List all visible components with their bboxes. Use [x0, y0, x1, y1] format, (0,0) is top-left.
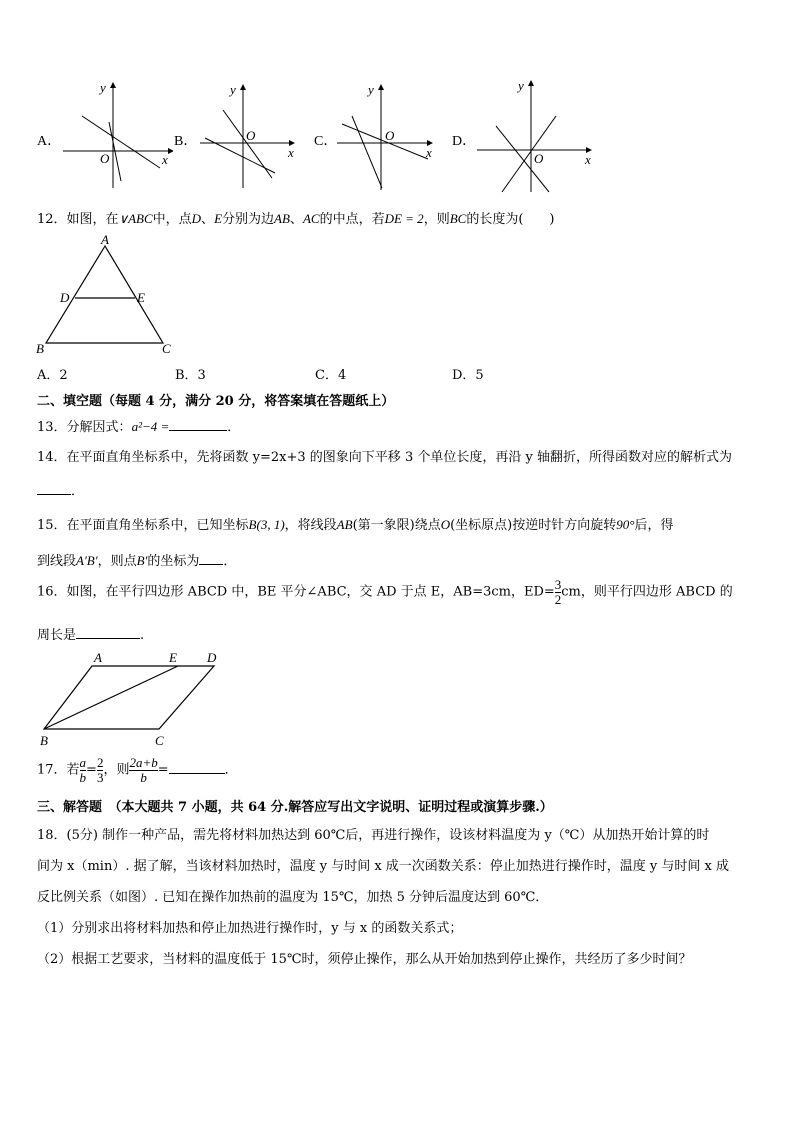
- option-d-label: D．: [452, 134, 477, 149]
- vertex-a: A: [94, 650, 102, 665]
- fraction-3-2: $\frac{3}{2}$: [554, 577, 562, 607]
- x-arrow: [168, 148, 173, 154]
- q12-stem: 12．如图，在∨ABC中，点D、E分别为边AB、AC的中点，若DE = 2，则BC的长度为( ): [37, 211, 555, 227]
- section-2-heading: 二、填空题（每题 4 分，满分 20 分，将答案填在答题纸上）: [37, 394, 395, 409]
- option-b-label: B．: [174, 134, 198, 149]
- y-arrow: [110, 82, 116, 88]
- answer-blank: [76, 626, 140, 639]
- fraction-a-b: $\frac{a}{b}$: [79, 755, 87, 785]
- graph-d: [474, 76, 599, 194]
- parallelogram-figure: [36, 648, 226, 748]
- option-a-label: A．: [37, 134, 62, 149]
- option-a: A．2: [37, 368, 68, 383]
- q18-line1: 18．(5分) 制作一种产品，需先将材料加热达到 60℃后，再进行操作，设该材料温度为 y（℃）从加热开始计算的时: [37, 828, 710, 843]
- q16-line1: 16．如图，在平行四边形 ABCD 中，BE 平分∠ABC，交 AD 于点 E，AB=3cm，ED= $\frac{3}{2}$ cm，则平行四边形 ABCD 的: [37, 577, 733, 607]
- vertex-b: B: [36, 341, 44, 356]
- answer-blank: [169, 761, 225, 774]
- origin-label: O: [246, 128, 256, 143]
- q18-sub2: （2）根据工艺要求，当材料的温度低于 15℃时，须停止操作，那么从开始加热到停止操作，共经历了多少时间？: [37, 952, 692, 967]
- y-label: y: [518, 78, 524, 93]
- y-arrow: [528, 80, 534, 86]
- y-label: y: [100, 80, 106, 95]
- x-label: x: [585, 152, 591, 167]
- q16-line2: 周长是 .: [37, 628, 145, 643]
- option-b: B．3: [175, 368, 206, 383]
- q14-line1: 14．在平面直角坐标系中，先将函数 y=2x+3 的图象向下平移 3 个单位长度，再沿 y 轴翻折，所得函数对应的解析式为: [37, 450, 732, 465]
- q18-sub1: （1）分别求出将材料加热和停止加热进行操作时，y 与 x 的函数关系式；: [37, 921, 463, 936]
- x-label: x: [426, 145, 432, 160]
- y-arrow: [240, 84, 246, 90]
- graph-a: [58, 80, 173, 192]
- line-1: [82, 116, 160, 168]
- fraction-2a-b: $\frac{2a+b}{b}$: [129, 755, 158, 785]
- y-label: y: [368, 82, 374, 97]
- parallelogram-abcd: [44, 666, 214, 729]
- point-e: E: [137, 290, 145, 305]
- answer-blank: [37, 482, 71, 495]
- q15-line2: 到线段A′B′，则点B′的坐标为 ．: [37, 553, 237, 569]
- q14-line2: ．: [37, 480, 84, 499]
- line-2: [223, 110, 272, 178]
- y-arrow: [378, 84, 384, 90]
- vertex-d: D: [207, 650, 217, 665]
- vertex-c: C: [162, 341, 171, 356]
- x-label: x: [288, 145, 294, 160]
- q18-line3: 反比例关系（如图）. 已知在操作加热前的温度为 15℃，加热 5 分钟后温度达到 60℃．: [37, 890, 549, 905]
- q13: 13．分解因式：a²−4 = ．: [37, 419, 241, 435]
- y-label: y: [230, 82, 236, 97]
- triangle-figure: [30, 230, 190, 358]
- point-d: D: [60, 290, 70, 305]
- answer-blank: [199, 552, 223, 565]
- origin-label: O: [100, 151, 110, 166]
- fraction-2-3: $\frac{2}{3}$: [96, 755, 104, 785]
- line-2: [502, 116, 556, 192]
- segment-be: [44, 666, 178, 729]
- vertex-c: C: [155, 733, 164, 748]
- vertex-b: B: [40, 733, 48, 748]
- graph-b: [197, 80, 302, 192]
- q18-line2: 间为 x（min）. 据了解，当该材料加热时，温度 y 与时间 x 成一次函数关系：停止加热进行操作时，温度 y 与时间 x 成: [37, 859, 729, 874]
- section-3-heading: 三、解答题 （本大题共 7 小题，共 64 分.解答应写出文字说明、证明过程或演算步骤.）: [37, 800, 553, 815]
- vertex-a: A: [101, 232, 109, 247]
- option-d: D．5: [452, 368, 484, 383]
- point-e: E: [169, 650, 177, 665]
- graph-c: [334, 80, 439, 192]
- q17: 17．若 $\frac{a}{b}$ = $\frac{2}{3}$ ，则 $\frac{2a+b}{b}$ = ．: [37, 755, 238, 785]
- answer-blank: [169, 418, 227, 431]
- line-1: [352, 116, 382, 188]
- origin-label: O: [385, 128, 395, 143]
- option-c-label: C．: [314, 134, 338, 149]
- option-c: C．4: [315, 368, 347, 383]
- x-label: x: [162, 152, 168, 167]
- q15-line1: 15．在平面直角坐标系中，已知坐标B(3, 1)，将线段AB(第一象限)绕点O(坐标原点)按逆时针方向旋转90°后，得: [37, 517, 674, 533]
- origin-label: O: [534, 151, 544, 166]
